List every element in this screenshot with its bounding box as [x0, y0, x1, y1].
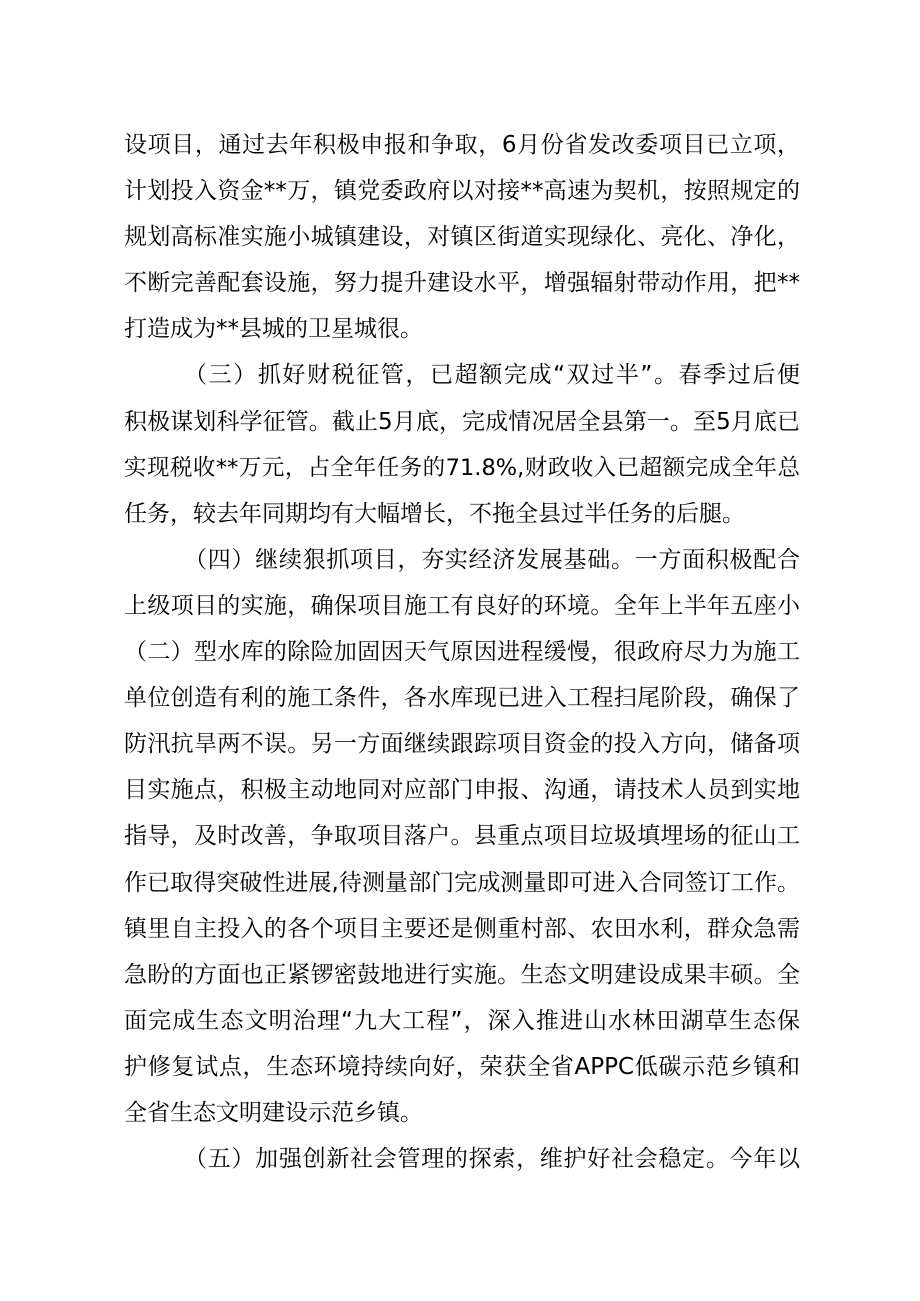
text-line: 防汛抗旱两不误。另一方面继续跟踪项目资金的投入方向，储备项 [124, 731, 800, 758]
text-line: 面完成生态文明治理“九大工程”，深入推进山水林田湖草生态保 [124, 1007, 800, 1034]
text-line: 目实施点，积极主动地同对应部门申报、沟通，请技术人员到实地 [124, 777, 800, 804]
paragraph-heading-line: （五）加强创新社会管理的探索，维护好社会稳定。今年以 [184, 1146, 800, 1173]
text-line: 实现税收**万元，占全年任务的71.8%,财政收入已超额完成全年总 [124, 454, 800, 481]
text-line: 指导，及时改善，争取项目落户。县重点项目垃圾填埋场的征山工 [124, 823, 800, 850]
paragraph-heading-line: （四）继续狠抓项目，夯实经济发展基础。一方面积极配合 [184, 546, 800, 573]
text-line: 设项目，通过去年积极申报和争取，6月份省发改委项目已立项， [124, 132, 800, 158]
text-line: 急盼的方面也正紧锣密鼓地进行实施。生态文明建设成果丰硕。全 [124, 961, 800, 988]
text-line: 积极谋划科学征管。截止5月底，完成情况居全县第一。至5月底已 [124, 408, 800, 435]
text-line: （二）型水库的除险加固因天气原因进程缓慢，很政府尽力为施工 [124, 639, 800, 666]
text-line: 全省生态文明建设示范乡镇。 [124, 1099, 423, 1126]
text-line: 不断完善配套设施，努力提升建设水平，增强辐射带动作用，把** [124, 270, 800, 297]
text-line: 任务，较去年同期均有大幅增长，不拖全县过半任务的后腿。 [124, 500, 745, 527]
text-line: 规划高标准实施小城镇建设，对镇区街道实现绿化、亮化、净化， [124, 224, 800, 251]
body-text [124, 122, 800, 1182]
text-line: 打造成为**县城的卫星城很。 [124, 316, 423, 343]
paragraph-heading-line: （三）抓好财税征管，已超额完成“双过半”。春季过后便 [184, 362, 800, 389]
text-line: 护修复试点，生态环境持续向好，荣获全省APPC低碳示范乡镇和 [124, 1053, 800, 1080]
text-line: 镇里自主投入的各个项目主要还是侧重村部、农田水利，群众急需 [124, 915, 800, 942]
text-line: 上级项目的实施，确保项目施工有良好的环境。全年上半年五座小 [124, 592, 800, 619]
text-line: 计划投入资金**万，镇党委政府以对接**高速为契机，按照规定的 [124, 178, 800, 205]
text-line: 作已取得突破性进展,待测量部门完成测量即可进入合同签订工作。 [124, 869, 800, 896]
text-line: 单位创造有利的施工条件，各水库现已进入工程扫尾阶段，确保了 [124, 685, 800, 712]
